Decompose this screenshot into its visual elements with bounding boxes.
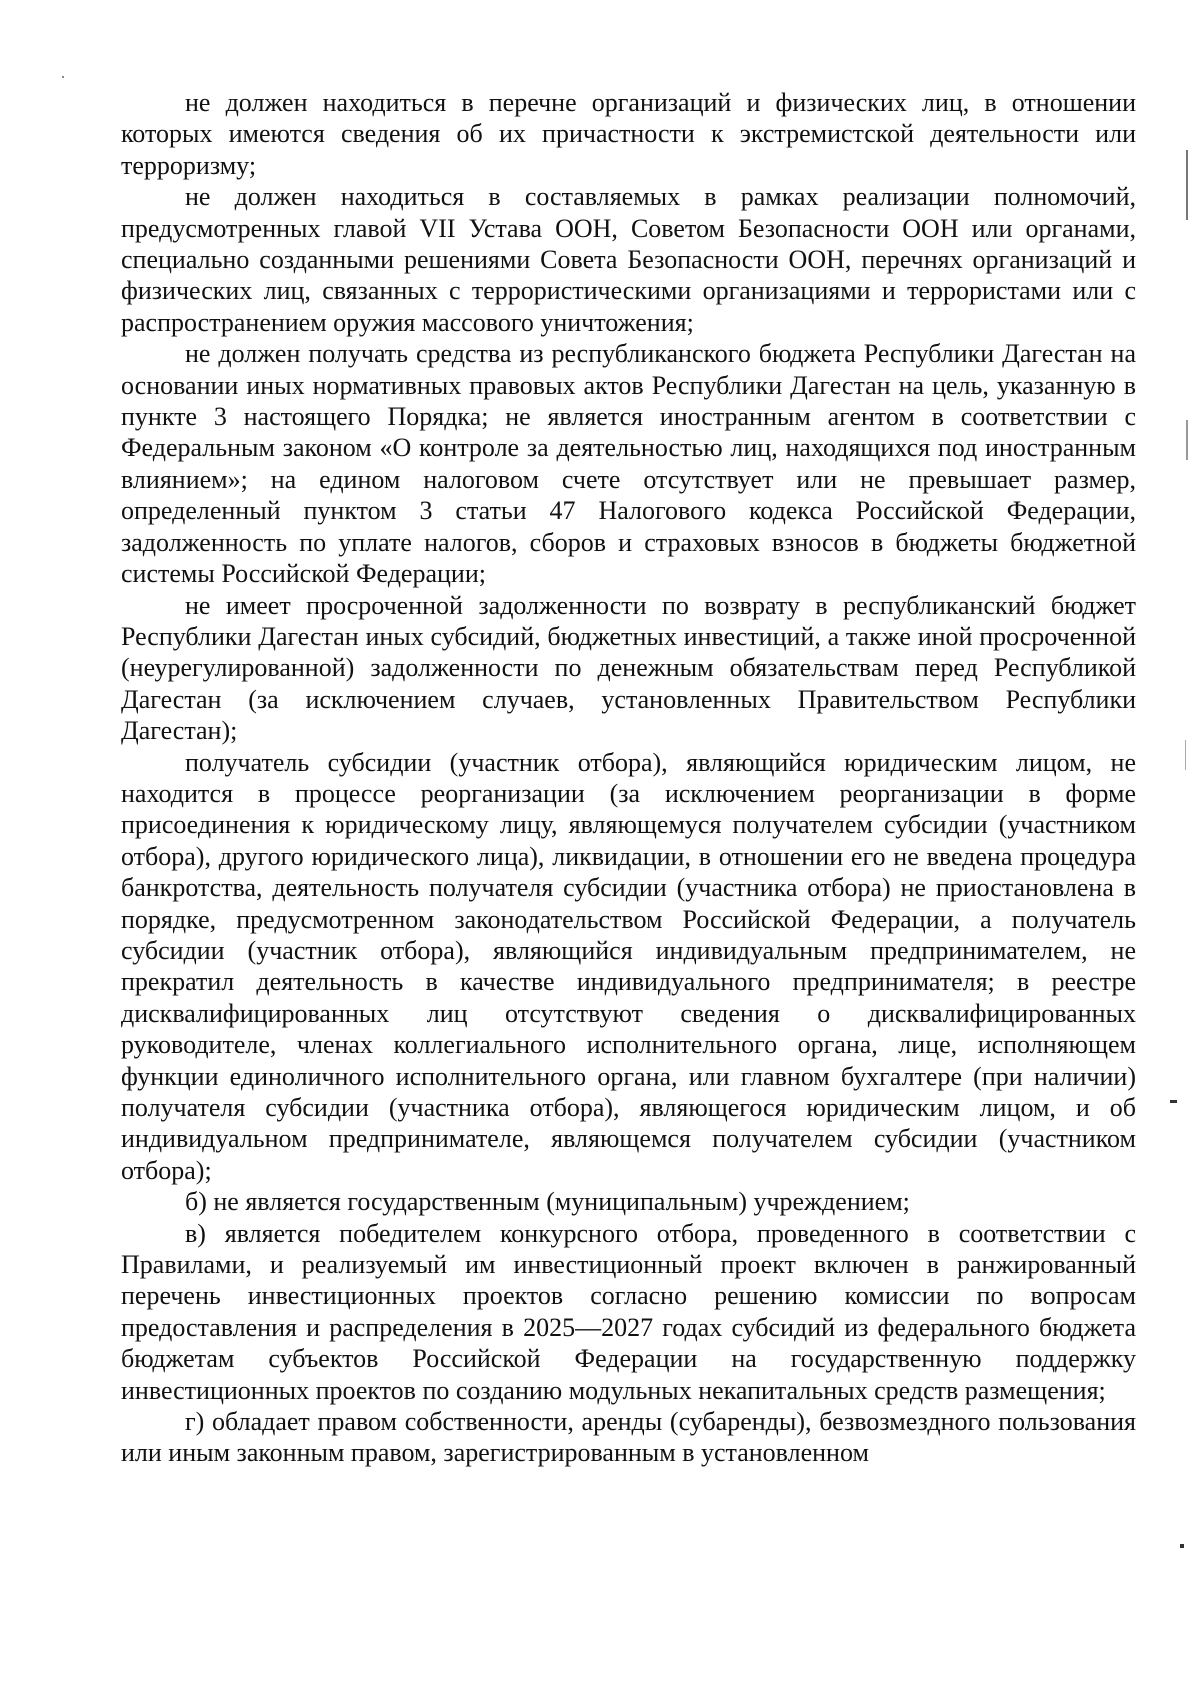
paragraph-budget-funds-and-tax-debt: не должен получать средства из республиканского бюджета Республики Дагестан на основании иных нормативных правовых актов Республики Дагестан на цель, указанную в пункте 3 настоящего Порядка; не является иностранным агентом в соответствии с Федеральным законом «О контроле за деятельностью лиц, находящихся под иностранным влиянием»; на едином налоговом счете отсутствует или не превышает размер, определенный пунктом 3 статьи 47 Налогового кодекса Российской Федерации, задолженность по уплате налогов, сборов и страховых взносов в бюджеты бюджетной системы Российской Федерации; — [121, 339, 1136, 589]
scan-artifact — [1185, 740, 1186, 770]
paragraph-item-v: в) является победителем конкурсного отбора, проведенного в соответствии с Правилами, и реализуемый им инвестиционный проект включен в ранжированный перечень инвестиционных проектов согласно решению комиссии по вопросам предоставления и распределения в 2025—2027 годах субсидий из федерального бюджета бюджетам субъектов Российской Федерации на государственную поддержку инвестиционных проектов по созданию модульных некапитальных средств размещения; — [121, 1218, 1136, 1405]
scan-artifact — [1186, 420, 1188, 460]
paragraph-extremism-list: не должен находиться в перечне организаций и физических лиц, в отношении которых имеются сведения об их причастности к экстремистской деятельности или терроризму; — [121, 88, 1136, 180]
paragraph-item-b: б) не является государственным (муниципальным) учреждением; — [185, 1187, 910, 1217]
scan-artifact — [62, 76, 64, 78]
scan-artifact — [1186, 150, 1188, 220]
paragraph-reorganization-bankruptcy: получатель субсидии (участник отбора), являющийся юридическим лицом, не находится в процессе реорганизации (за исключением реорганизации в форме присоединения к юридическому лицу, являющемуся получателем субсидии (участником отбора), другого юридического лица), ликвидации, в отношении его не введена процедура банкротства, деятельность получателя субсидии (участника отбора) не приостановлена в порядке, предусмотренном законодательством Российской Федерации, а получатель субсидии (участник отбора), являющийся индивидуальным предпринимателем, не прекратил деятельность в качестве индивидуального предпринимателя; в реестре дисквалифицированных лиц отсутствуют сведения о дисквалифицированных руководителе, членах коллегиального исполнительного органа, лице, исполняющем функции единоличного исполнительного органа, или главном бухгалтере (при наличии) получателя субсидии (участника отбора), являющегося юридическим лицом, и об индивидуальном предпринимателе, являющемся получателем субсидии (участником отбора); — [121, 747, 1136, 1185]
paragraph-un-sanctions-list: не должен находиться в составляемых в рамках реализации полномочий, предусмотренных главой VII Устава ООН, Советом Безопасности ООН или органами, специально созданными решениями Совета Безопасности ООН, перечнях организаций и физических лиц, связанных с террористическими организациями и террористами или с распространением оружия массового уничтожения; — [121, 182, 1136, 337]
scan-artifact — [1180, 1544, 1184, 1548]
document-body — [121, 87, 1136, 1469]
paragraph-overdue-debt: не имеет просроченной задолженности по возврату в республиканский бюджет Республики Дагестан иных субсидий, бюджетных инвестиций, а также иной просроченной (неурегулированной) задолженности по денежным обязательствам перед Республикой Дагестан (за исключением случаев, установленных Правительством Республики Дагестан); — [121, 590, 1136, 746]
paragraph-item-g: г) обладает правом собственности, аренды (субаренды), безвозмездного пользования или иным законным правом, зарегистрированным в установленном — [121, 1407, 1136, 1468]
scan-artifact — [1170, 1100, 1177, 1103]
